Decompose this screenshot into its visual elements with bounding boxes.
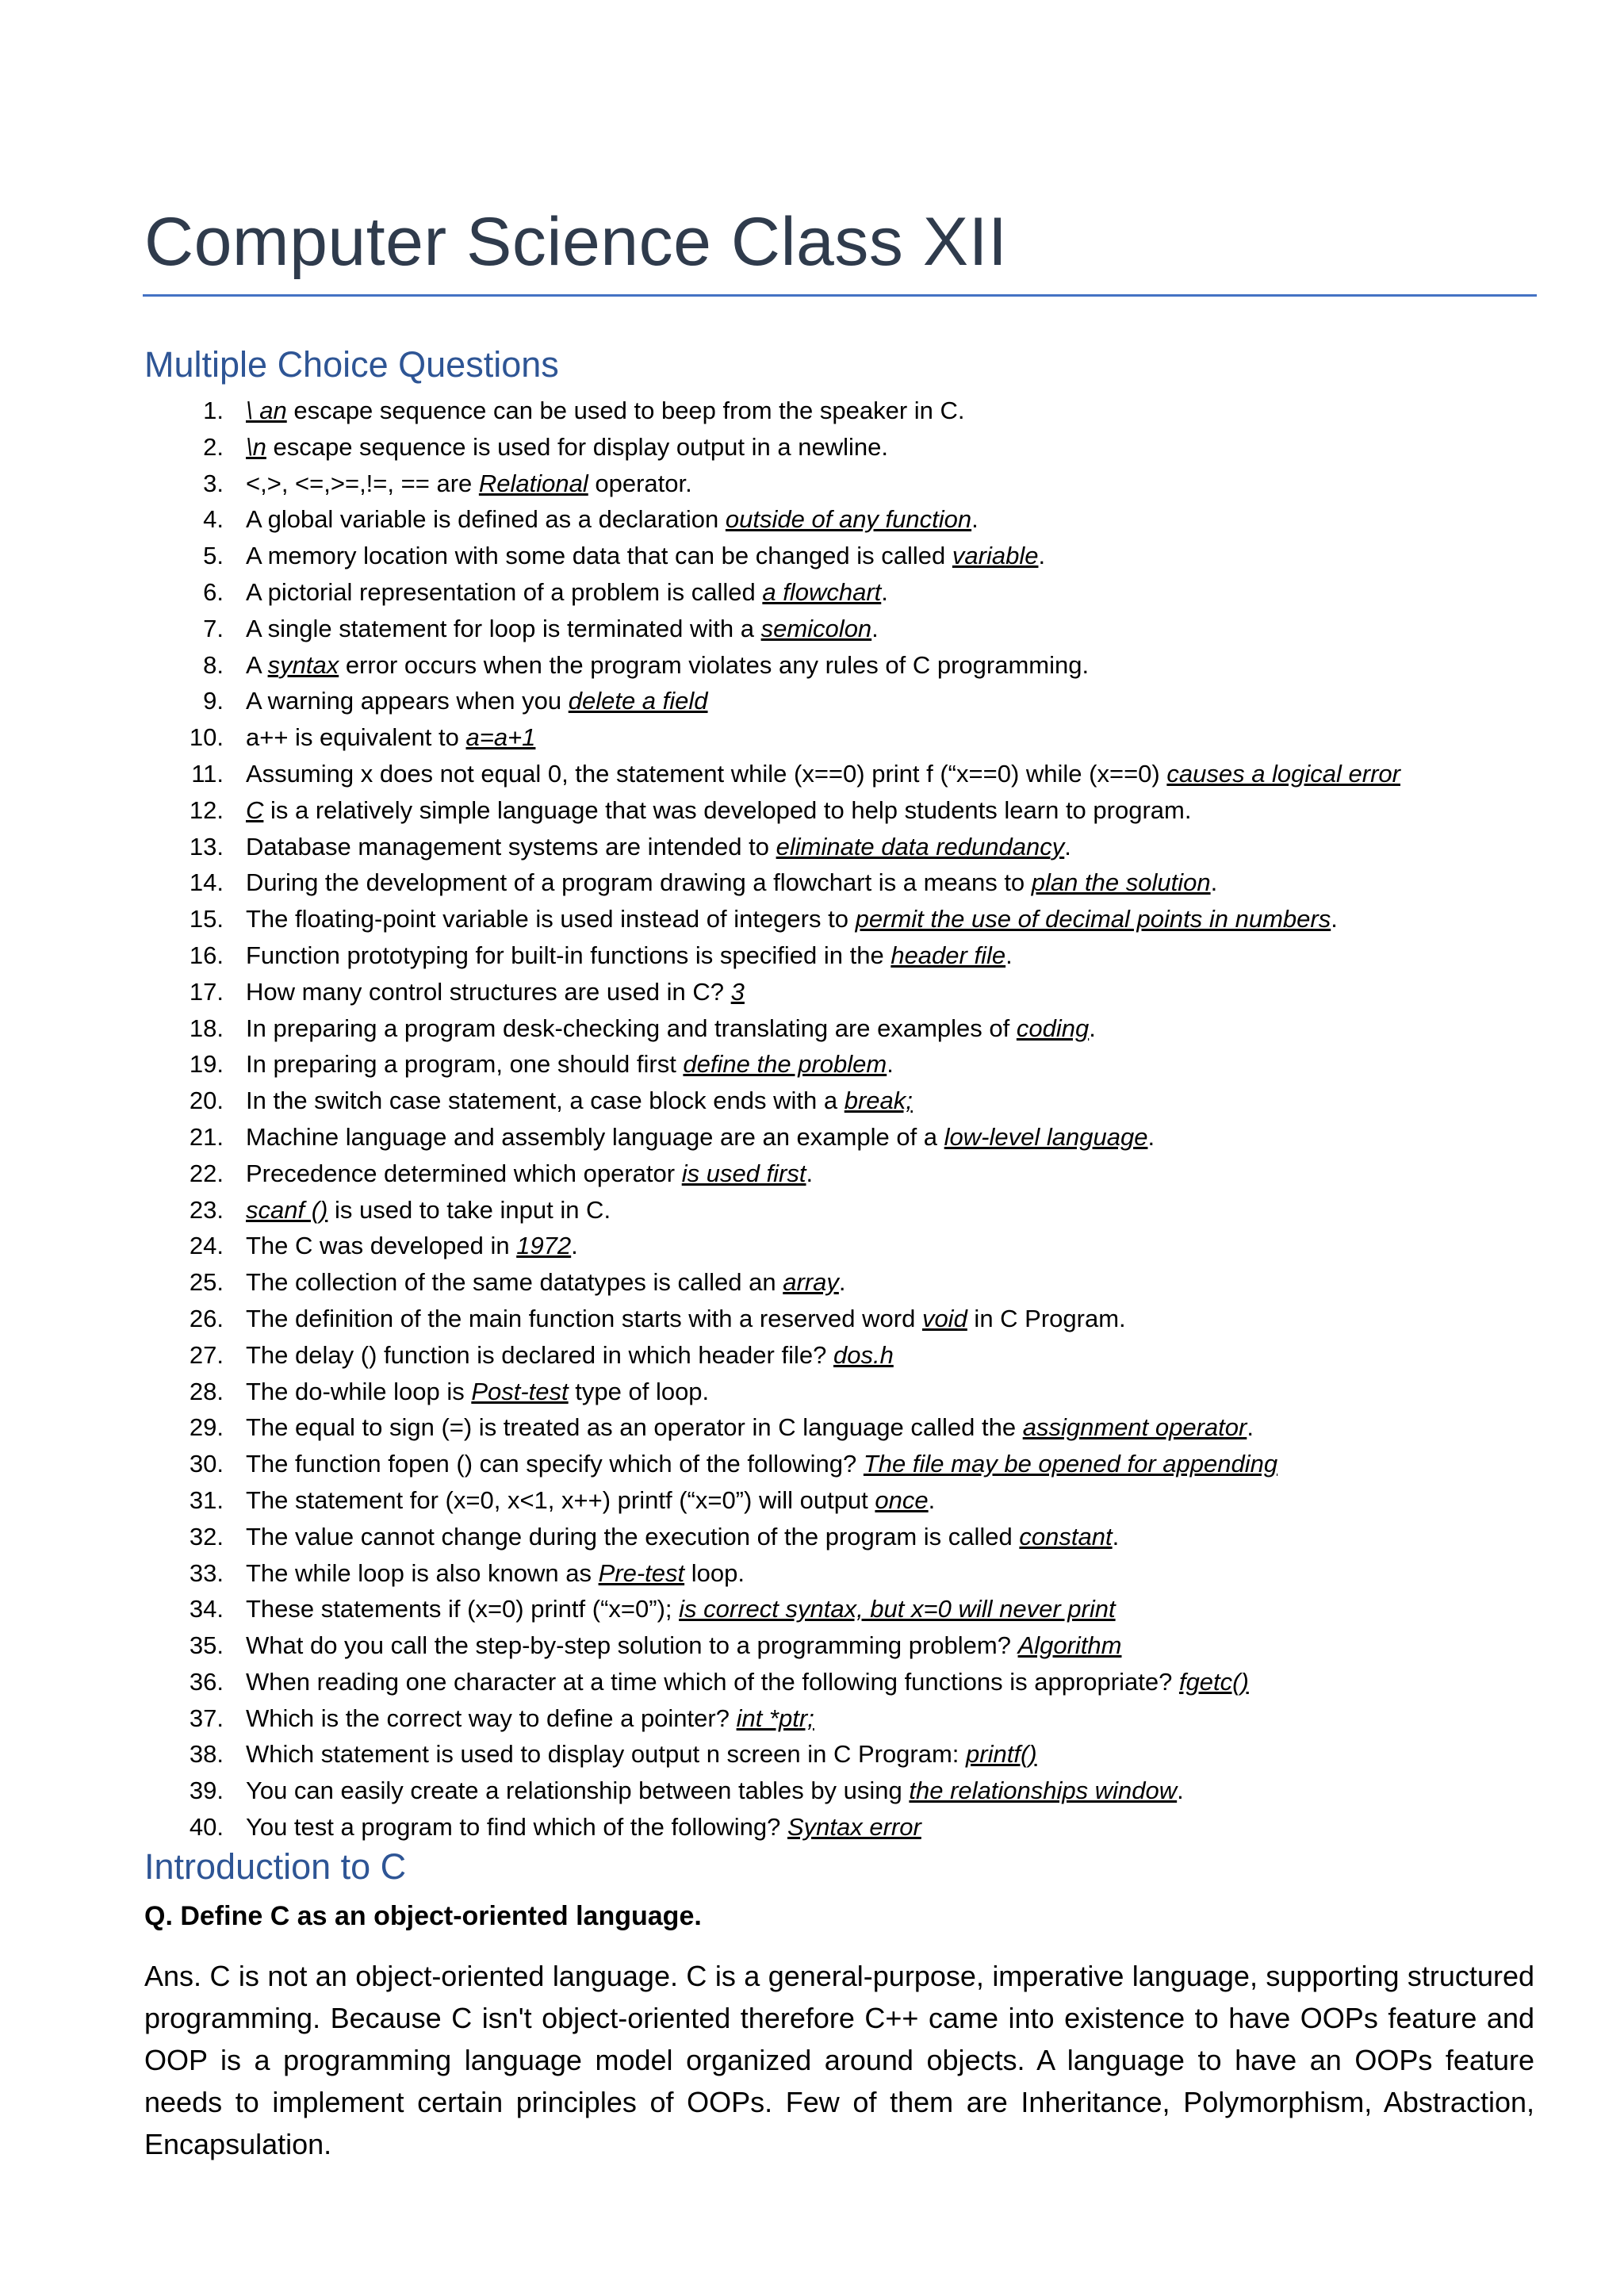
mcq-item — [144, 1374, 1540, 1410]
mcq-text — [246, 1555, 745, 1592]
mcq-question-text: Database management systems are intended to — [246, 832, 776, 861]
mcq-answer: Post-test — [471, 1377, 569, 1405]
mcq-answer: delete a field — [568, 687, 708, 715]
mcq-question-text: Machine language and assembly language are an example of a — [246, 1122, 944, 1151]
mcq-item — [144, 1482, 1540, 1519]
mcq-item — [144, 466, 1540, 502]
mcq-text — [246, 1736, 1037, 1773]
mcq-item — [144, 1773, 1540, 1809]
mcq-number: 5. — [203, 542, 224, 570]
mcq-question-text: These statements if (x=0) printf (“x=0”); — [246, 1595, 680, 1623]
mcq-item — [144, 538, 1540, 574]
mcq-answer: is correct syntax, but x=0 will never print — [679, 1595, 1116, 1623]
mcq-number: 24. — [189, 1232, 224, 1260]
mcq-text — [246, 538, 1045, 574]
mcq-number: 30. — [189, 1450, 224, 1478]
mcq-question-tail: . — [1247, 1413, 1254, 1442]
intro-heading: Introduction to C — [144, 1846, 407, 1887]
mcq-item — [144, 1156, 1540, 1192]
question-text: Q. Define C as an object-oriented language. — [144, 1901, 702, 1931]
mcq-answer: variable — [952, 542, 1039, 570]
mcq-answer: assignment operator — [1022, 1413, 1247, 1442]
mcq-item — [144, 901, 1540, 937]
mcq-question-text: During the development of a program drawing a flowchart is a means to — [246, 868, 1032, 897]
mcq-answer: syntax — [267, 650, 339, 679]
mcq-item — [144, 1664, 1540, 1700]
mcq-question-text: The function fopen () can specify which of the following? — [246, 1450, 864, 1478]
mcq-question-text: A — [246, 650, 268, 679]
mcq-question-text: Function prototyping for built-in functions is specified in the — [246, 941, 891, 969]
mcq-number: 22. — [189, 1159, 224, 1187]
mcq-text — [246, 829, 1071, 865]
mcq-number: 8. — [203, 650, 224, 679]
mcq-text — [246, 792, 1191, 829]
mcq-text — [246, 429, 888, 466]
mcq-text — [246, 393, 965, 429]
mcq-text — [246, 466, 692, 502]
mcq-item — [144, 1409, 1540, 1446]
mcq-answer: permit the use of decimal points in numbers — [855, 905, 1331, 933]
mcq-question-text: When reading one character at a time which of the following functions is appropriate? — [246, 1667, 1179, 1696]
mcq-number: 18. — [189, 1014, 224, 1042]
mcq-text — [246, 1264, 845, 1301]
mcq-item — [144, 1264, 1540, 1301]
mcq-question-tail: error occurs when the program violates any rules of C programming. — [339, 650, 1090, 679]
mcq-text — [246, 1409, 1254, 1446]
mcq-answer: header file — [891, 941, 1006, 969]
mcq-text — [246, 1809, 921, 1846]
mcq-question-text: A global variable is defined as a declaration — [246, 505, 726, 534]
mcq-answer: dos.h — [833, 1340, 894, 1369]
mcq-answer: scanf () — [246, 1195, 328, 1224]
mcq-number: 11. — [191, 759, 224, 788]
mcq-question-tail: . — [1210, 868, 1218, 897]
mcq-question-text: In preparing a program, one should first — [246, 1050, 684, 1079]
mcq-item — [144, 864, 1540, 901]
mcq-answer: causes a logical error — [1166, 759, 1400, 788]
mcq-question-tail: . — [887, 1050, 894, 1079]
mcq-item — [144, 393, 1540, 429]
mcq-text — [246, 974, 745, 1010]
mcq-item — [144, 1627, 1540, 1664]
mcq-question-text: a++ is equivalent to — [246, 723, 466, 752]
mcq-question-tail: . — [1112, 1522, 1120, 1550]
mcq-answer: constant — [1019, 1522, 1113, 1550]
mcq-text — [246, 864, 1217, 901]
mcq-question-tail: . — [1064, 832, 1071, 861]
mcq-item — [144, 1736, 1540, 1773]
mcq-question-text: The definition of the main function starts with a reserved word — [246, 1304, 922, 1332]
mcq-question-text: The collection of the same datatypes is called an — [246, 1268, 783, 1297]
mcq-number: 27. — [189, 1340, 224, 1369]
mcq-question-tail: escape sequence is used for display output in a newline. — [266, 432, 888, 461]
mcq-text — [246, 1627, 1122, 1664]
mcq-question-text: A memory location with some data that can be changed is called — [246, 542, 952, 570]
mcq-answer: the relationships window — [909, 1777, 1178, 1805]
mcq-text — [246, 1337, 894, 1374]
mcq-item — [144, 683, 1540, 719]
mcq-text — [246, 901, 1338, 937]
mcq-text — [246, 719, 535, 756]
mcq-number: 17. — [189, 977, 224, 1006]
mcq-number: 1. — [203, 397, 224, 424]
mcq-question-text: You test a program to find which of the following? — [246, 1813, 787, 1842]
mcq-text — [246, 574, 888, 611]
mcq-number: 23. — [189, 1195, 224, 1224]
mcq-item — [144, 1337, 1540, 1374]
mcq-number: 19. — [189, 1050, 224, 1079]
mcq-number: 33. — [189, 1558, 224, 1587]
mcq-question-text: What do you call the step-by-step solution to a programming problem? — [246, 1631, 1018, 1660]
mcq-text — [246, 1301, 1126, 1337]
mcq-number: 31. — [189, 1485, 224, 1514]
mcq-item — [144, 792, 1540, 829]
mcq-question-tail: . — [928, 1485, 936, 1514]
mcq-number: 26. — [189, 1304, 224, 1332]
mcq-number: 6. — [203, 577, 224, 606]
mcq-text — [246, 1700, 814, 1737]
mcq-number: 40. — [189, 1813, 224, 1842]
mcq-question-tail: operator. — [588, 469, 692, 497]
mcq-number: 36. — [189, 1667, 224, 1696]
title-underline — [143, 294, 1537, 297]
mcq-answer: \n — [246, 432, 266, 461]
mcq-number: 10. — [189, 723, 224, 752]
mcq-number: 3. — [203, 469, 224, 497]
mcq-question-text: A pictorial representation of a problem is called — [246, 577, 763, 606]
mcq-item — [144, 1519, 1540, 1555]
mcq-question-tail: loop. — [684, 1558, 745, 1587]
mcq-text — [246, 1010, 1096, 1047]
mcq-item — [144, 501, 1540, 538]
mcq-question-text: Which statement is used to display output n screen in C Program: — [246, 1740, 967, 1769]
answer-paragraph: Ans. C is not an object-oriented language. C is a general-purpose, imperative language, supporting structured programming. Because C isn't object-oriented therefore C++ came into existence to have OOPs feature and OOP is a programming language model organized around objects. A language to have an OOPs feature needs to implement certain principles of OOPs. Few of them are Inheritance, Polymorphism, Abstraction, Encapsulation. — [144, 1960, 1534, 2160]
mcq-item — [144, 1228, 1540, 1264]
mcq-answer: plan the solution — [1031, 868, 1211, 897]
mcq-answer: eliminate data redundancy — [776, 832, 1065, 861]
mcq-answer: 1972 — [516, 1232, 572, 1260]
mcq-number: 15. — [189, 905, 224, 933]
mcq-item — [144, 1046, 1540, 1083]
mcq-question-text: In preparing a program desk-checking and translating are examples of — [246, 1014, 1017, 1042]
mcq-item — [144, 1700, 1540, 1737]
mcq-answer: C — [246, 795, 264, 824]
mcq-item — [144, 1192, 1540, 1228]
mcq-text — [246, 756, 1400, 792]
mcq-question-text: In the switch case statement, a case block ends with a — [246, 1087, 845, 1115]
mcq-question-tail: is used to take input in C. — [327, 1195, 611, 1224]
mcq-number: 21. — [189, 1122, 224, 1151]
mcq-question-tail: . — [1331, 905, 1338, 933]
mcq-answer: int *ptr; — [736, 1704, 814, 1732]
mcq-answer: outside of any function — [725, 505, 972, 534]
mcq-text — [246, 1446, 1277, 1482]
mcq-answer: a=a+1 — [465, 723, 536, 752]
mcq-question-tail: . — [881, 577, 888, 606]
mcq-question-text: <,>, <=,>=,!=, == are — [246, 469, 479, 497]
mcq-question-tail: is a relatively simple language that was developed to help students learn to program. — [263, 795, 1192, 824]
mcq-question-tail: type of loop. — [568, 1377, 710, 1405]
mcq-question-tail: in C Program. — [967, 1304, 1126, 1332]
mcq-item — [144, 1446, 1540, 1482]
mcq-item — [144, 1809, 1540, 1846]
mcq-question-tail: . — [571, 1232, 578, 1260]
mcq-item — [144, 429, 1540, 466]
mcq-item — [144, 937, 1540, 974]
mcq-question-text: The value cannot change during the execution of the program is called — [246, 1522, 1020, 1550]
mcq-number: 35. — [189, 1631, 224, 1660]
mcq-question-text: You can easily create a relationship between tables by using — [246, 1777, 910, 1805]
mcq-text — [246, 1119, 1155, 1156]
mcq-question-text: The while loop is also known as — [246, 1558, 599, 1587]
mcq-number: 20. — [189, 1087, 224, 1115]
mcq-answer: low-level language — [944, 1122, 1148, 1151]
mcq-answer: is used first — [681, 1159, 806, 1187]
mcq-answer: 3 — [730, 977, 745, 1006]
mcq-question-tail: . — [1147, 1122, 1155, 1151]
mcq-item — [144, 756, 1540, 792]
mcq-number: 14. — [189, 868, 224, 897]
mcq-question-tail: . — [838, 1268, 846, 1297]
mcq-item — [144, 611, 1540, 647]
mcq-number: 4. — [203, 505, 224, 534]
mcq-number: 7. — [203, 614, 224, 642]
mcq-question-tail: escape sequence can be used to beep from the speaker in C. — [286, 397, 965, 424]
mcq-item — [144, 1119, 1540, 1156]
mcq-item — [144, 1083, 1540, 1119]
mcq-item — [144, 719, 1540, 756]
mcq-answer: fgetc() — [1178, 1667, 1249, 1696]
mcq-text — [246, 1482, 935, 1519]
mcq-question-tail: . — [971, 505, 979, 534]
mcq-answer: Algorithm — [1017, 1631, 1122, 1660]
mcq-answer: Relational — [478, 469, 588, 497]
mcq-answer: void — [921, 1304, 967, 1332]
mcq-item — [144, 574, 1540, 611]
mcq-number: 39. — [189, 1777, 224, 1805]
mcq-answer: Syntax error — [787, 1813, 921, 1842]
mcq-number: 34. — [189, 1595, 224, 1623]
mcq-answer: Pre-test — [598, 1558, 685, 1587]
mcq-answer: once — [875, 1485, 929, 1514]
mcq-question-text: Precedence determined which operator — [246, 1159, 682, 1187]
mcq-answer: a flowchart — [762, 577, 882, 606]
mcq-text — [246, 1083, 913, 1119]
mcq-text — [246, 1664, 1249, 1700]
mcq-question-tail: . — [1005, 941, 1013, 969]
mcq-item — [144, 974, 1540, 1010]
mcq-number: 25. — [189, 1268, 224, 1297]
mcq-text — [246, 611, 879, 647]
mcq-text — [246, 1591, 1116, 1627]
mcq-number: 16. — [189, 941, 224, 969]
mcq-answer: array — [783, 1268, 839, 1297]
mcq-text — [246, 1046, 894, 1083]
mcq-question-tail: . — [1089, 1014, 1096, 1042]
mcq-answer: break; — [844, 1087, 913, 1115]
mcq-question-text: The do-while loop is — [246, 1377, 472, 1405]
mcq-heading: Multiple Choice Questions — [144, 344, 559, 385]
mcq-number: 38. — [189, 1740, 224, 1769]
mcq-answer: The file may be opened for appending — [863, 1450, 1278, 1478]
mcq-text — [246, 1156, 813, 1192]
mcq-question-text: The statement for (x=0, x<1, x++) printf (“x=0”) will output — [246, 1485, 875, 1514]
mcq-question-text: How many control structures are used in C? — [246, 977, 731, 1006]
mcq-text — [246, 647, 1089, 684]
mcq-item — [144, 1010, 1540, 1047]
mcq-question-text: Which is the correct way to define a pointer? — [246, 1704, 737, 1732]
mcq-answer: \ an — [246, 397, 287, 424]
mcq-question-text: A single statement for loop is terminated with a — [246, 614, 761, 642]
mcq-text — [246, 1192, 611, 1228]
mcq-question-tail: . — [871, 614, 879, 642]
mcq-question-tail: . — [1177, 1777, 1184, 1805]
mcq-answer: define the problem — [683, 1050, 887, 1079]
mcq-list — [144, 393, 1540, 1846]
mcq-item — [144, 829, 1540, 865]
mcq-item — [144, 647, 1540, 684]
mcq-item — [144, 1555, 1540, 1592]
mcq-item — [144, 1591, 1540, 1627]
mcq-question-text: The floating-point variable is used instead of integers to — [246, 905, 856, 933]
mcq-question-text: The equal to sign (=) is treated as an operator in C language called the — [246, 1413, 1023, 1442]
mcq-question-text: The delay () function is declared in which header file? — [246, 1340, 833, 1369]
mcq-number: 37. — [189, 1704, 224, 1732]
mcq-number: 9. — [203, 687, 224, 715]
mcq-question-tail: . — [806, 1159, 814, 1187]
mcq-number: 29. — [189, 1413, 224, 1442]
mcq-number: 32. — [189, 1522, 224, 1550]
mcq-question-text: Assuming x does not equal 0, the statement while (x==0) print f (“x==0) while (x==0) — [246, 759, 1167, 788]
mcq-question-tail: . — [1038, 542, 1046, 570]
mcq-number: 2. — [203, 432, 224, 461]
mcq-number: 12. — [189, 795, 224, 824]
mcq-text — [246, 937, 1013, 974]
mcq-text — [246, 1374, 709, 1410]
mcq-text — [246, 501, 979, 538]
mcq-text — [246, 1773, 1184, 1809]
mcq-answer: coding — [1016, 1014, 1090, 1042]
mcq-question-text: The C was developed in — [246, 1232, 517, 1260]
mcq-text — [246, 1228, 578, 1264]
mcq-number: 13. — [189, 832, 224, 861]
mcq-answer: printf() — [966, 1740, 1037, 1769]
mcq-number: 28. — [189, 1377, 224, 1405]
mcq-question-text: A warning appears when you — [246, 687, 569, 715]
mcq-text — [246, 683, 708, 719]
mcq-text — [246, 1519, 1119, 1555]
mcq-answer: semicolon — [760, 614, 872, 642]
mcq-item — [144, 1301, 1540, 1337]
document-title: Computer Science Class XII — [144, 204, 1008, 280]
